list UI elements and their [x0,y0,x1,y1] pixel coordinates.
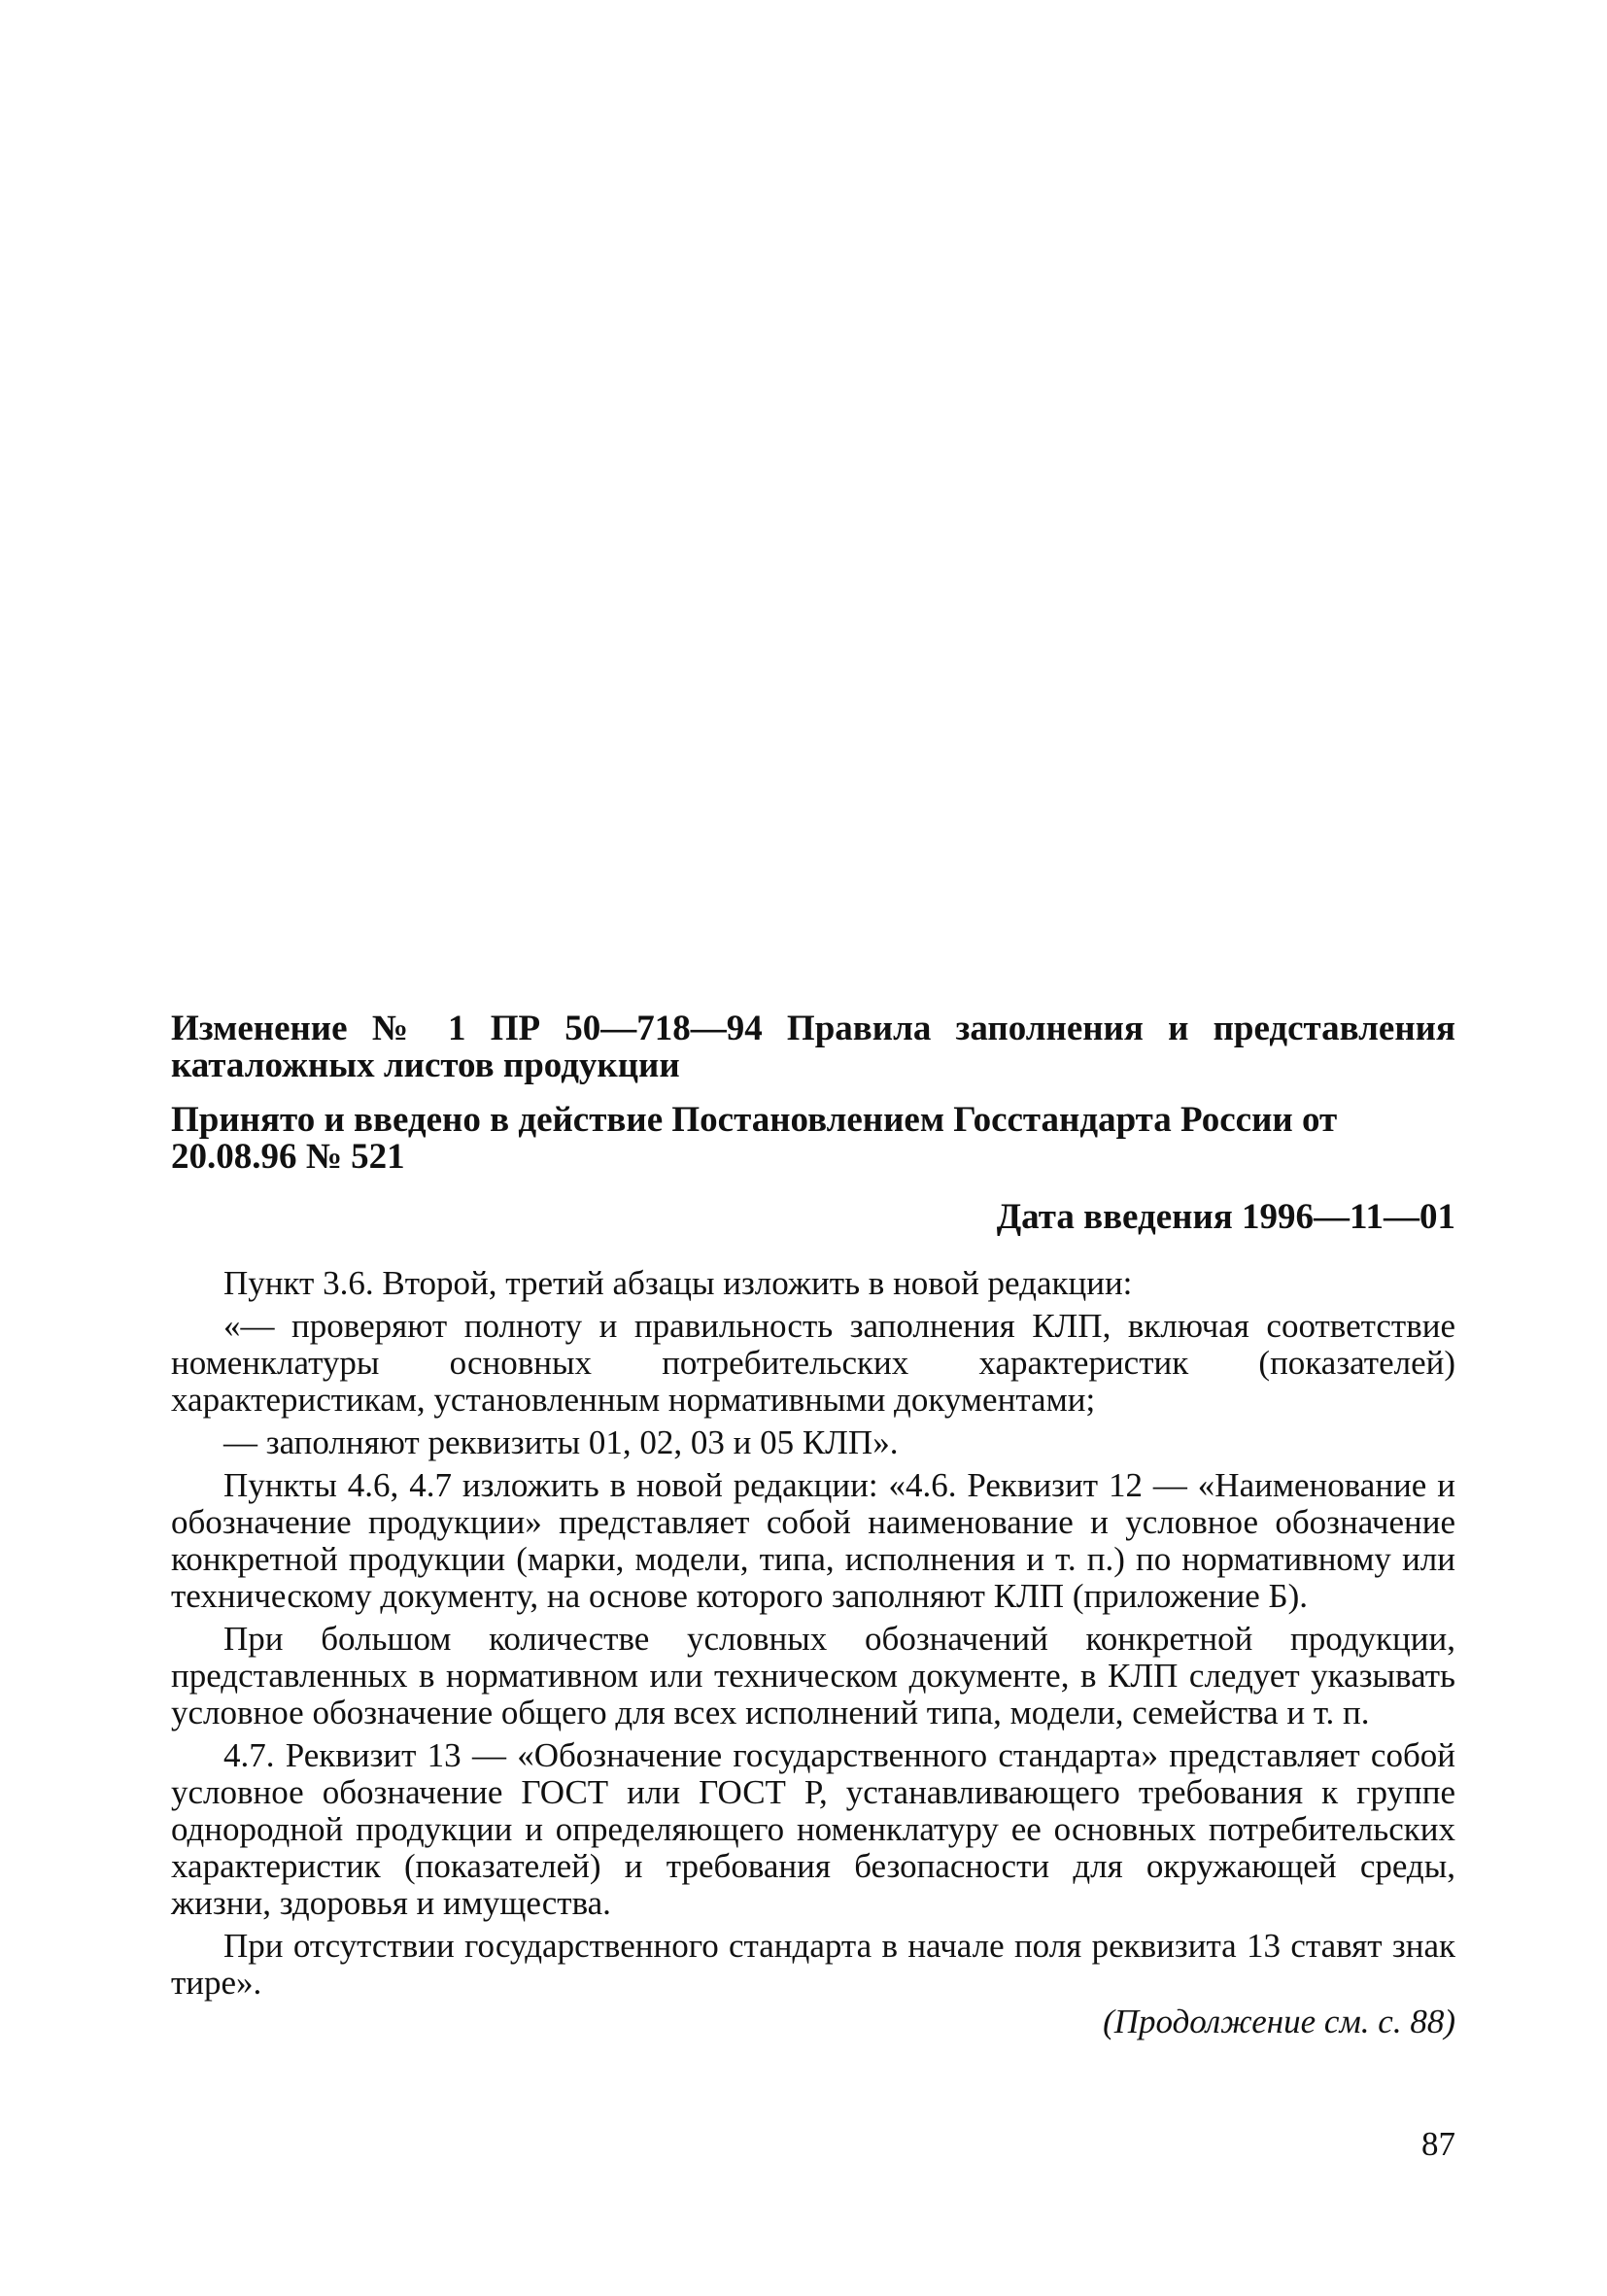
paragraph: Пункт 3.6. Второй, третий абзацы изложить в новой редакции: [223,1264,1133,1302]
document-body [171,1011,1455,2040]
paragraph: При отсутствии государственного стандарта в начале поля реквизита 13 ставят знак тире». [171,1927,1455,2002]
page-number: 87 [1421,2125,1455,2163]
adoption-statement: Принято и введено в действие Постановлением Госстандарта России от 20.08.96 № 521 [171,1100,1338,1177]
paragraph: «— проверяют полноту и правильность заполнения КЛП, включая соответствие номенклатуры основных потребительских характеристик (показателей) характеристикам, установленным нормативными документами; [171,1307,1455,1419]
document-title: Изменение № 1 ПР 50—718—94 Правила заполнения и представления каталожных листов продукции [171,1009,1455,1085]
paragraph: — заполняют реквизиты 01, 02, 03 и 05 КЛП». [223,1423,899,1461]
paragraph: 4.7. Реквизит 13 — «Обозначение государственного стандарта» представляет собой условное обозначение ГОСТ или ГОСТ Р, устанавливающего требования к группе однородной продукции и определяющего номенклатуру ее основных потребительских характеристик (показателей) и требования безопасности для окружающей среды, жизни, здоровья и имущества. [171,1736,1455,1922]
effective-date: Дата введения 1996—11—01 [996,1197,1455,1237]
paragraph: Пункты 4.6, 4.7 изложить в новой редакции: «4.6. Реквизит 12 — «Наименование и обозначение продукции» представляет собой наименование и условное обозначение конкретной продукции (марки, модели, типа, исполнения и т. п.) по нормативному или техническому документу, на основе которого заполняют КЛП (приложение Б). [171,1466,1455,1615]
paragraph: При большом количестве условных обозначений конкретной продукции, представленных в нормативном или техническом документе, в КЛП следует указывать условное обозначение общего для всех исполнений типа, модели, семейства и т. п. [171,1620,1455,1731]
continuation-note: (Продолжение см. с. 88) [1103,2003,1455,2040]
